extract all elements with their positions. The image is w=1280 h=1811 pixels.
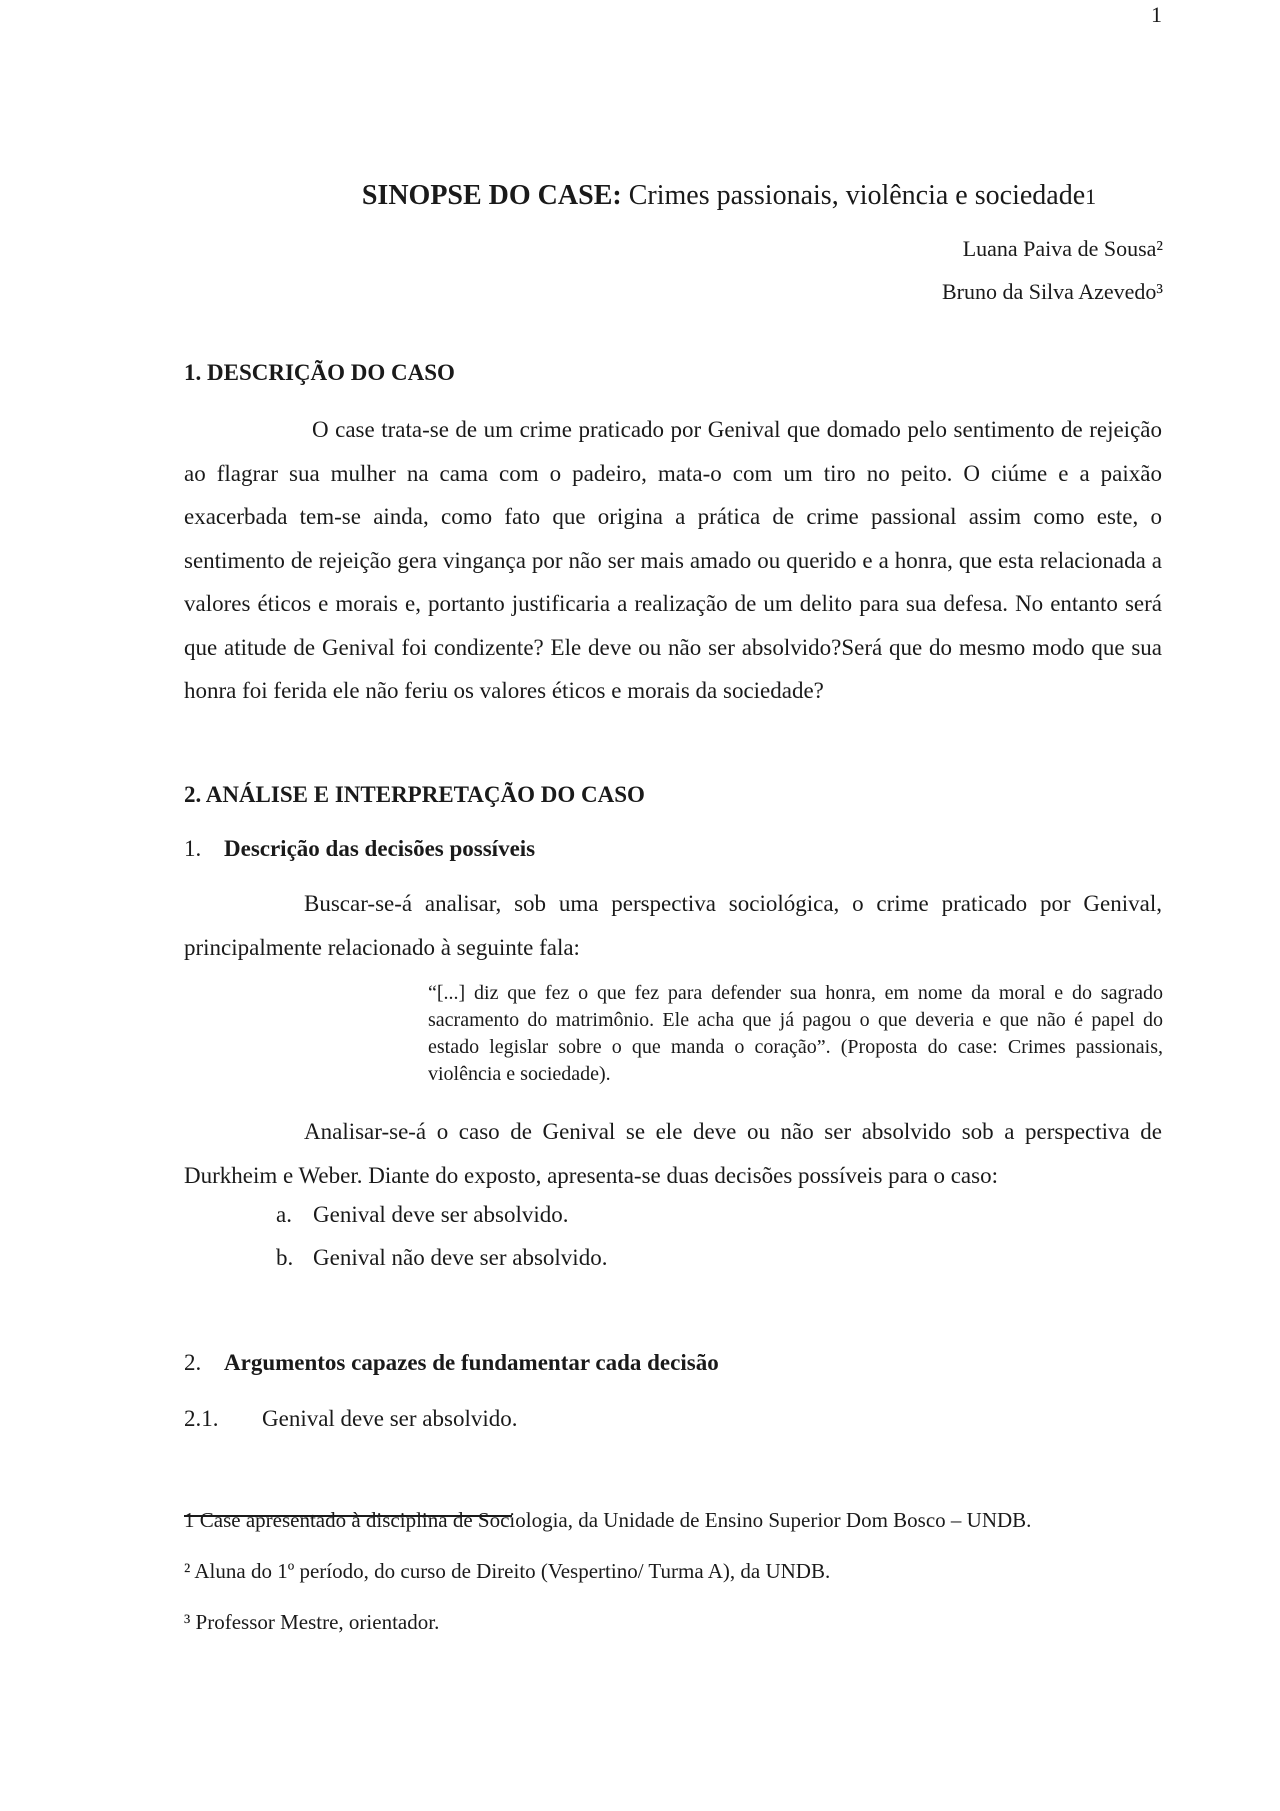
section-1-heading: 1. DESCRIÇÃO DO CASO	[184, 360, 455, 385]
author-2: Bruno da Silva Azevedo³	[941, 279, 1163, 304]
decision-item-a-text: Genival deve ser absolvido.	[313, 1202, 569, 1227]
title-footnote-ref: 1	[1085, 184, 1097, 209]
numbered-item-2-number: 2.	[184, 1350, 202, 1375]
section-2-paragraph-2: Analisar-se-á o caso de Genival se ele deve ou não ser absolvido sob a perspectiva de Durkheim e Weber. Diante do exposto, apresenta-se duas decisões possíveis para o caso:	[184, 1119, 1162, 1188]
title-rest: Crimes passionais, violência e sociedade	[621, 180, 1086, 211]
decision-item-a-letter: a.	[276, 1202, 292, 1227]
decision-item-a	[276, 1202, 568, 1228]
document-title	[0, 180, 1280, 212]
sub-item-2-1	[184, 1406, 517, 1432]
footnote-2: ² Aluna do 1º período, do curso de Direito (Vespertino/ Turma A), da UNDB.	[184, 1559, 831, 1583]
numbered-item-2	[184, 1350, 719, 1376]
footnote-1: 1 Case apresentado à disciplina de Sociologia, da Unidade de Ensino Superior Dom Bosco – UNDB.	[184, 1508, 1032, 1532]
sub-item-2-1-text: Genival deve ser absolvido.	[262, 1406, 518, 1431]
footnote-3: ³ Professor Mestre, orientador.	[184, 1610, 440, 1634]
section-2-paragraph-1: Buscar-se-á analisar, sob uma perspectiva sociológica, o crime praticado por Genival, principalmente relacionado à seguinte fala:	[184, 891, 1162, 960]
section-2-heading: 2. ANÁLISE E INTERPRETAÇÃO DO CASO	[184, 782, 645, 807]
decision-item-b-letter: b.	[276, 1245, 294, 1270]
author-1: Luana Paiva de Sousa²	[962, 236, 1163, 261]
numbered-item-2-label: Argumentos capazes de fundamentar cada decisão	[224, 1350, 719, 1375]
title-bold-part: SINOPSE DO CASE:	[361, 180, 622, 211]
sub-item-2-1-number: 2.1.	[184, 1406, 219, 1431]
numbered-item-1-number: 1.	[184, 836, 202, 861]
numbered-item-1	[184, 836, 535, 862]
decision-item-b	[276, 1245, 607, 1271]
page-number: 1	[1151, 2, 1162, 27]
numbered-item-1-label: Descrição das decisões possíveis	[224, 836, 536, 861]
block-quote: “[...] diz que fez o que fez para defender sua honra, em nome da moral e do sagrado sacramento do matrimônio. Ele acha que já pagou o que deveria e que não é papel do estado legislar sobre o que manda o coração”. (Proposta do case: Crimes passionais, violência e sociedade).	[428, 982, 1163, 1085]
section-1-paragraph: O case trata-se de um crime praticado por Genival que domado pelo sentimento de rejeição ao flagrar sua mulher na cama com o padeiro, mata-o com um tiro no peito. O ciúme e a paixão exacerbada tem-se ainda, como fato que origina a prática de crime passional assim como este, o sentimento de rejeição gera vingança por não ser mais amado ou querido e a honra, que esta relacionada a valores éticos e morais e, portanto justificaria a realização de um delito para sua defesa. No entanto será que atitude de Genival foi condizente? Ele deve ou não ser absolvido?Será que do mesmo modo que sua honra foi ferida ele não feriu os valores éticos e morais da sociedade?	[184, 417, 1162, 703]
decision-item-b-text: Genival não deve ser absolvido.	[313, 1245, 608, 1270]
